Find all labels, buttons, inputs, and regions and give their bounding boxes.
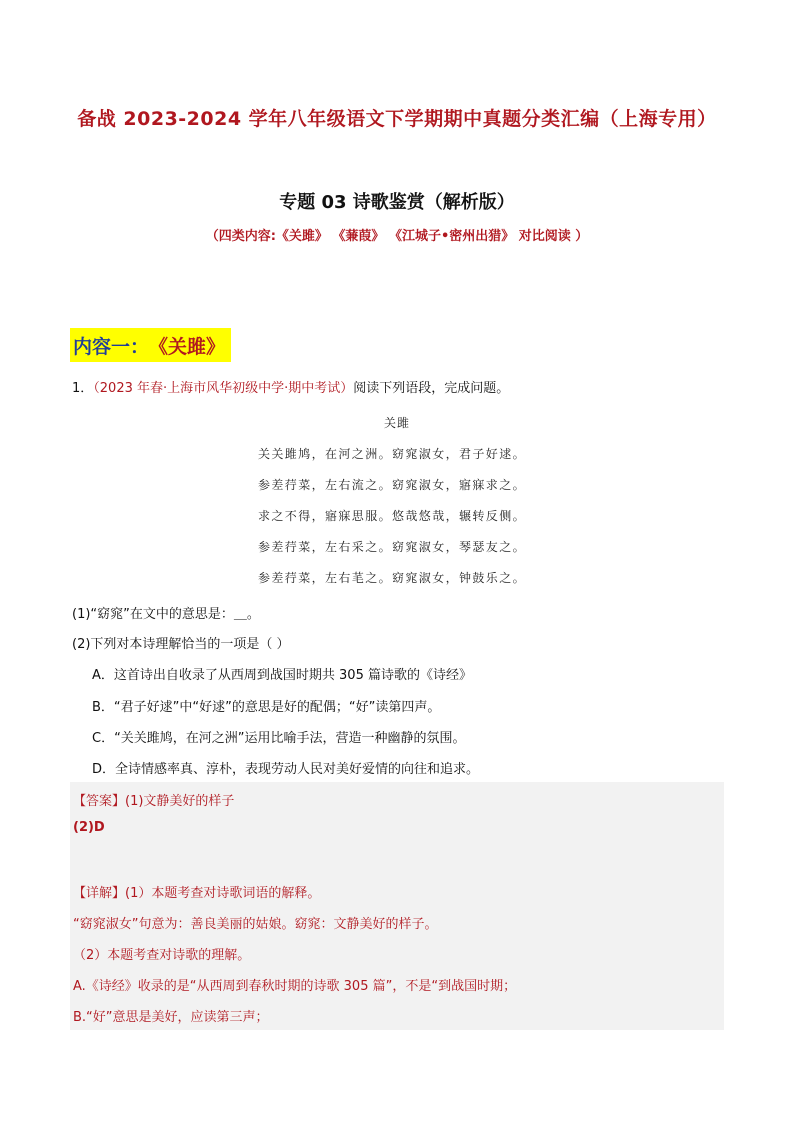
section-heading xyxy=(70,328,231,362)
poem-title: 关雎 xyxy=(383,416,410,430)
option-a: A．这首诗出自收录了从西周到战国时期共 305 篇诗歌的《诗经》 xyxy=(92,668,472,683)
question-source: （2023 年春·上海市风华初级中学·期中考试） xyxy=(93,381,354,396)
topic-title: 专题 03 诗歌鉴赏（解析版） xyxy=(279,192,515,213)
analysis-line-2: “窈窕淑女”句意为：善良美丽的姑娘。窈窕：文静美好的样子。 xyxy=(73,917,438,932)
poem-body xyxy=(258,444,526,599)
analysis-line-5: B.“好”意思是美好，应读第三声； xyxy=(73,1010,269,1025)
analysis-line-1: 【详解】(1）本题考查对诗歌词语的解释。 xyxy=(73,886,321,901)
answer-line-1: 【答案】(1)文静美好的样子 xyxy=(73,794,235,809)
section-label: 内容一： xyxy=(73,335,150,358)
poem-line: 关关雎鸠，在河之洲。窈窕淑女，君子好逑。 xyxy=(258,447,527,461)
question-header xyxy=(72,377,509,396)
poem-line: 参差荇菜，左右流之。窈窕淑女，寤寐求之。 xyxy=(258,478,527,492)
poem-line: 求之不得，寤寐思服。悠哉悠哉，辗转反侧。 xyxy=(258,509,527,523)
analysis-line-4: A.《诗经》收录的是“从西周到春秋时期的诗歌 305 篇”，不是“到战国时期； xyxy=(73,979,517,994)
subquestion-2: (2)下列对本诗理解恰当的一项是（ ） xyxy=(72,637,290,652)
option-b: B．“君子好逑”中“好逑”的意思是好的配偶；“好”读第四声。 xyxy=(92,700,441,715)
question-number: 1． xyxy=(72,381,94,396)
subquestion-1: (1)“窈窕”在文中的意思是：＿。 xyxy=(72,607,260,622)
question-prompt: 阅读下列语段，完成问题。 xyxy=(353,381,510,396)
poem-line: 参差荇菜，左右采之。窈窕淑女，琴瑟友之。 xyxy=(258,540,527,554)
poem-line: 参差荇菜，左右芼之。窈窕淑女，钟鼓乐之。 xyxy=(258,571,527,585)
option-d: D．全诗情感率真、淳朴，表现劳动人民对美好爱情的向往和追求。 xyxy=(92,762,480,777)
section-title: 《关雎》 xyxy=(149,335,226,358)
option-c: C．“关关雎鸠，在河之洲”运用比喻手法，营造一种幽静的氛围。 xyxy=(92,731,466,746)
analysis-line-3: （2）本题考查对诗歌的理解。 xyxy=(73,948,251,963)
answer-line-2: (2)D xyxy=(73,820,105,835)
document-title: 备战 2023-2024 学年八年级语文下学期期中真题分类汇编（上海专用） xyxy=(77,108,717,130)
topic-contents: （四类内容:《关雎》 《蒹葭》 《江城子•密州出猎》 对比阅读 ） xyxy=(205,229,589,244)
